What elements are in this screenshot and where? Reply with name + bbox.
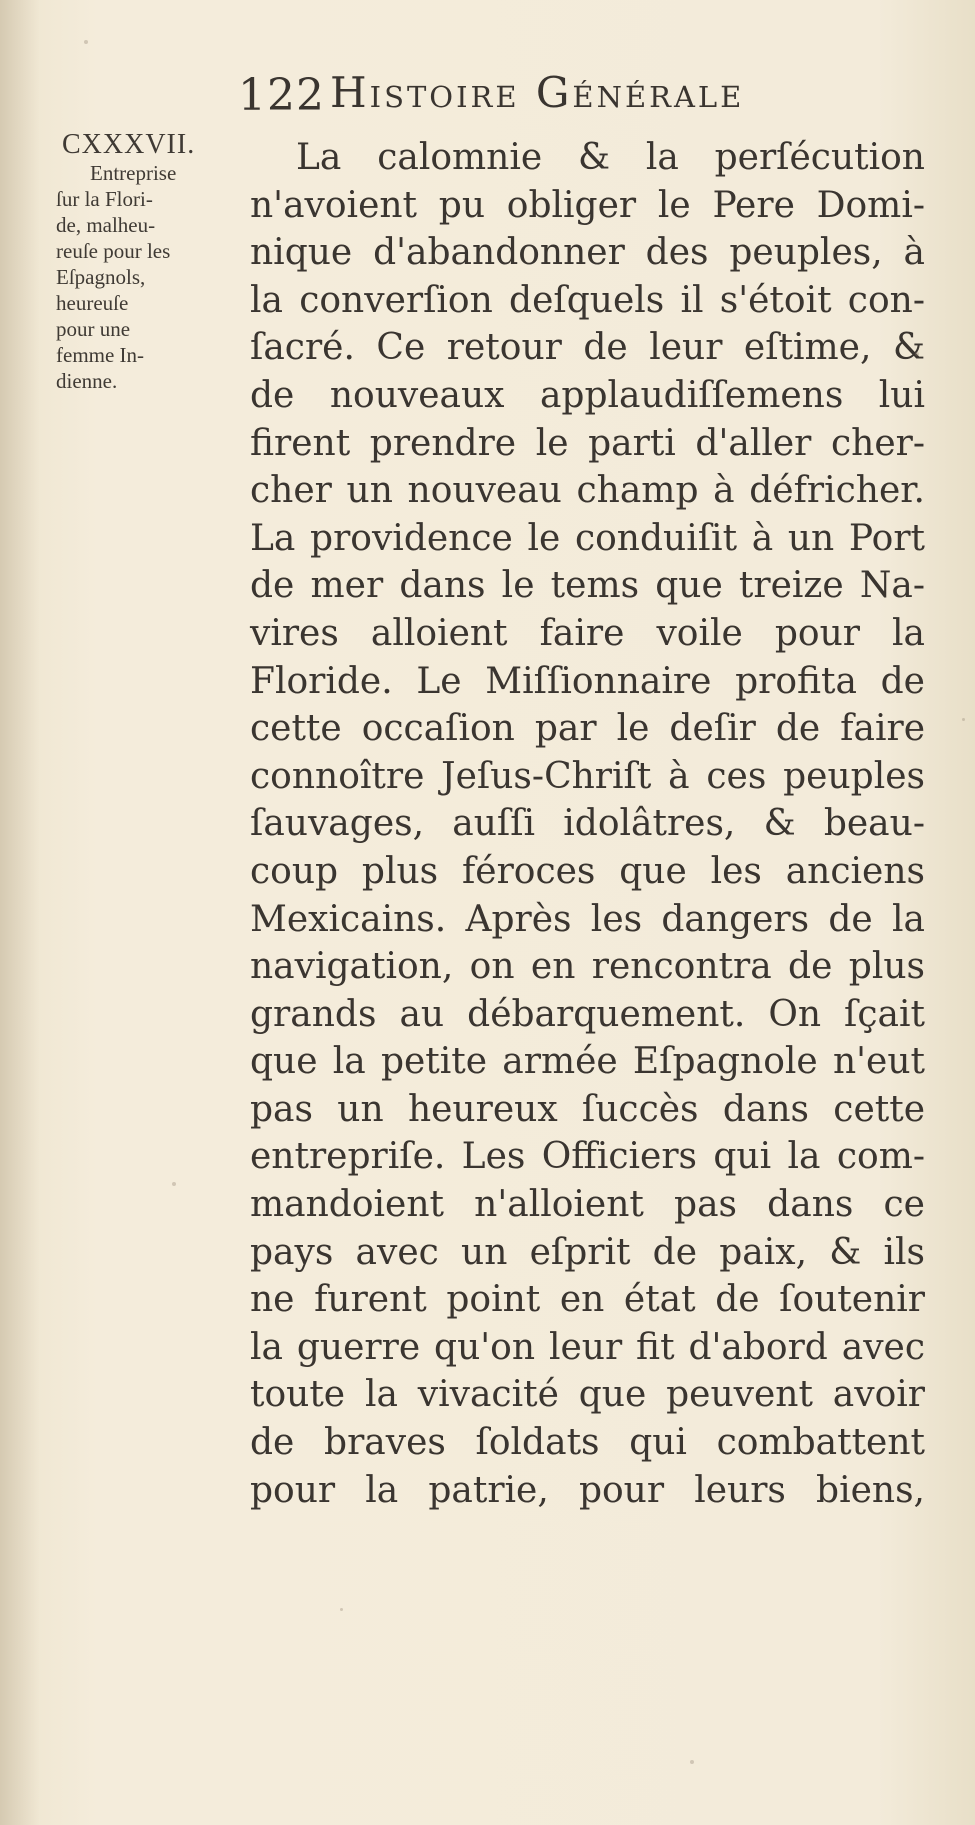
body-line: ne furent point en état de ſoutenir [250, 1279, 925, 1321]
body-line: ſacré. Ce retour de leur eſtime, & [250, 327, 925, 369]
body-line: de nouveaux applaudiſſemens lui [250, 374, 925, 416]
margin-note-line: femme In- [56, 343, 145, 367]
body-line: pays avec un eſprit de paix, & ils [250, 1231, 925, 1273]
body-line: vires alloient faire voile pour la [250, 612, 925, 654]
body-line: n'avoient pu obliger le Pere Domi- [250, 184, 925, 226]
body-line: de braves ſoldats qui combattent [250, 1422, 925, 1464]
body-line: ſauvages, auſſi idolâtres, & beau- [250, 803, 925, 845]
margin-note-line: dienne. [56, 369, 118, 393]
body-line: cher un nouveau champ à défricher. [250, 470, 925, 512]
body-line: la guerre qu'on leur fit d'abord avec [250, 1326, 925, 1368]
body-line: grands au débarquement. On ſçait [250, 993, 925, 1035]
margin-note-line: Eſpagnols, [56, 265, 146, 289]
margin-note [56, 130, 236, 394]
body-line: coup plus féroces que les anciens [250, 850, 925, 892]
body-line: que la petite armée Eſpagnole n'eut [250, 1041, 925, 1083]
body-line: connoître Jeſus-Chriſt à ces peuples [250, 755, 925, 797]
running-title: Histoire Générale [330, 68, 745, 117]
body-line: nique d'abandonner des peuples, à [250, 232, 925, 274]
margin-note-line: pour une [56, 317, 131, 341]
margin-note-line: reuſe pour les [56, 239, 171, 263]
body-line: de mer dans le tems que treize Na- [250, 565, 925, 607]
margin-note-line: ſur la Flori- [56, 187, 153, 211]
page-number: 122 [238, 70, 325, 121]
margin-note-line: de, malheu- [56, 213, 156, 237]
margin-note-line: Entreprise [90, 161, 177, 185]
body-line: firent prendre le parti d'aller cher- [250, 422, 925, 464]
body-line: La calomnie & la perſécution [296, 137, 925, 178]
body-line: La providence le conduiſit à un Port [250, 517, 925, 559]
body-line: toute la vivacité que peuvent avoir [250, 1374, 925, 1416]
body-line: Floride. Le Miſſionnaire profita de [250, 660, 925, 702]
section-number: CXXXVII. [62, 129, 196, 160]
body-line: la converſion deſquels il s'étoit con- [250, 279, 925, 321]
body-line: pour la patrie, pour leurs biens, [250, 1469, 925, 1511]
body-line: pas un heureux ſuccès dans cette [250, 1088, 925, 1130]
body-text [250, 134, 925, 1514]
body-line: Mexicains. Après les dangers de la [250, 898, 925, 940]
body-line: mandoient n'alloient pas dans ce [250, 1184, 925, 1226]
body-line: cette occaſion par le deſir de faire [250, 708, 925, 750]
margin-note-line: heureuſe [56, 291, 129, 315]
gutter-shadow [0, 0, 40, 1825]
body-line: navigation, on en rencontra de plus [250, 946, 925, 988]
body-line: entrepriſe. Les Officiers qui la com- [250, 1136, 925, 1178]
running-header [0, 64, 975, 124]
